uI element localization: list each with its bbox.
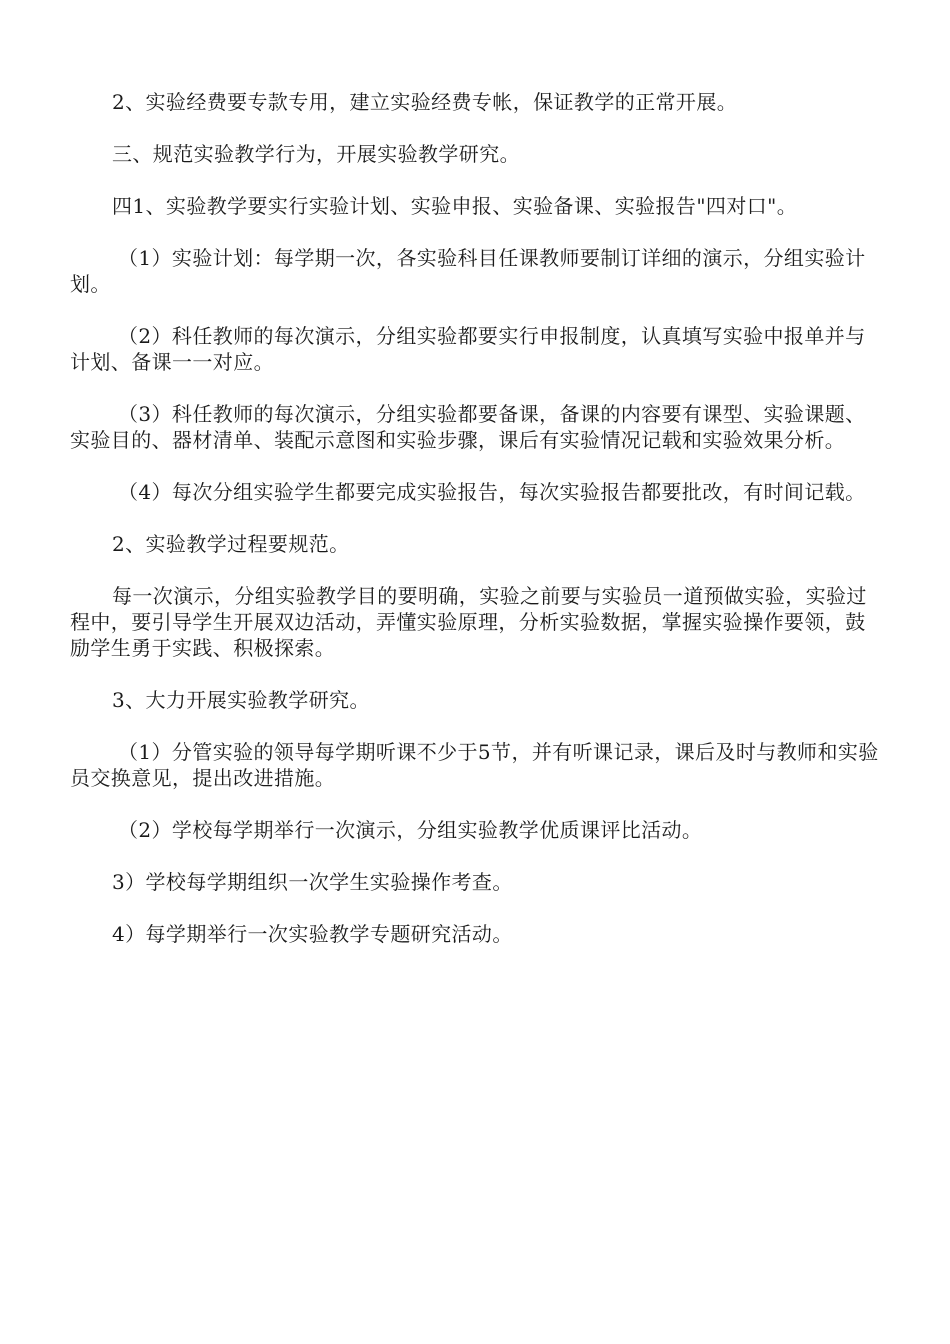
paragraph-research-item-1: （1）分管实验的领导每学期听课不少于5节，并有听课记录，课后及时与教师和实验员交换意见，提出改进措施。 xyxy=(70,740,879,790)
paragraph-item-3: （3）科任教师的每次演示，分组实验都要备课，备课的内容要有课型、实验课题、实验目的、器材清单、装配示意图和实验步骤，课后有实验情况记载和实验效果分析。 xyxy=(70,402,866,452)
paragraph-research-item-2: （2）学校每学期举行一次演示，分组实验教学优质课评比活动。 xyxy=(118,818,703,842)
paragraph-section-three: 三、规范实验教学行为，开展实验教学研究。 xyxy=(112,142,520,166)
paragraph-research-item-4: 4）每学期举行一次实验教学专题研究活动。 xyxy=(112,922,513,946)
paragraph-process-heading: 2、实验教学过程要规范。 xyxy=(112,532,350,556)
paragraph-item-2: （2）科任教师的每次演示，分组实验都要实行申报制度，认真填写实验中报单并与计划、备课一一对应。 xyxy=(70,324,866,374)
paragraph-item-1: （1）实验计划：每学期一次，各实验科目任课教师要制订详细的演示，分组实验计划。 xyxy=(70,246,866,296)
paragraph-section-four: 四1、实验教学要实行实验计划、实验申报、实验备课、实验报告"四对口"。 xyxy=(112,194,798,218)
paragraph-research-heading: 3、大力开展实验教学研究。 xyxy=(112,688,370,712)
document-body xyxy=(70,89,885,973)
paragraph-item-4: （4）每次分组实验学生都要完成实验报告，每次实验报告都要批改，有时间记载。 xyxy=(118,480,866,504)
paragraph-process-body: 每一次演示，分组实验教学目的要明确，实验之前要与实验员一道预做实验，实验过程中，要引导学生开展双边活动，弄懂实验原理，分析实验数据，掌握实验操作要领，鼓励学生勇于实践、积极探索。 xyxy=(70,584,867,660)
paragraph-research-item-3: 3）学校每学期组织一次学生实验操作考查。 xyxy=(112,870,513,894)
paragraph-funding: 2、实验经费要专款专用，建立实验经费专帐，保证教学的正常开展。 xyxy=(112,90,738,114)
